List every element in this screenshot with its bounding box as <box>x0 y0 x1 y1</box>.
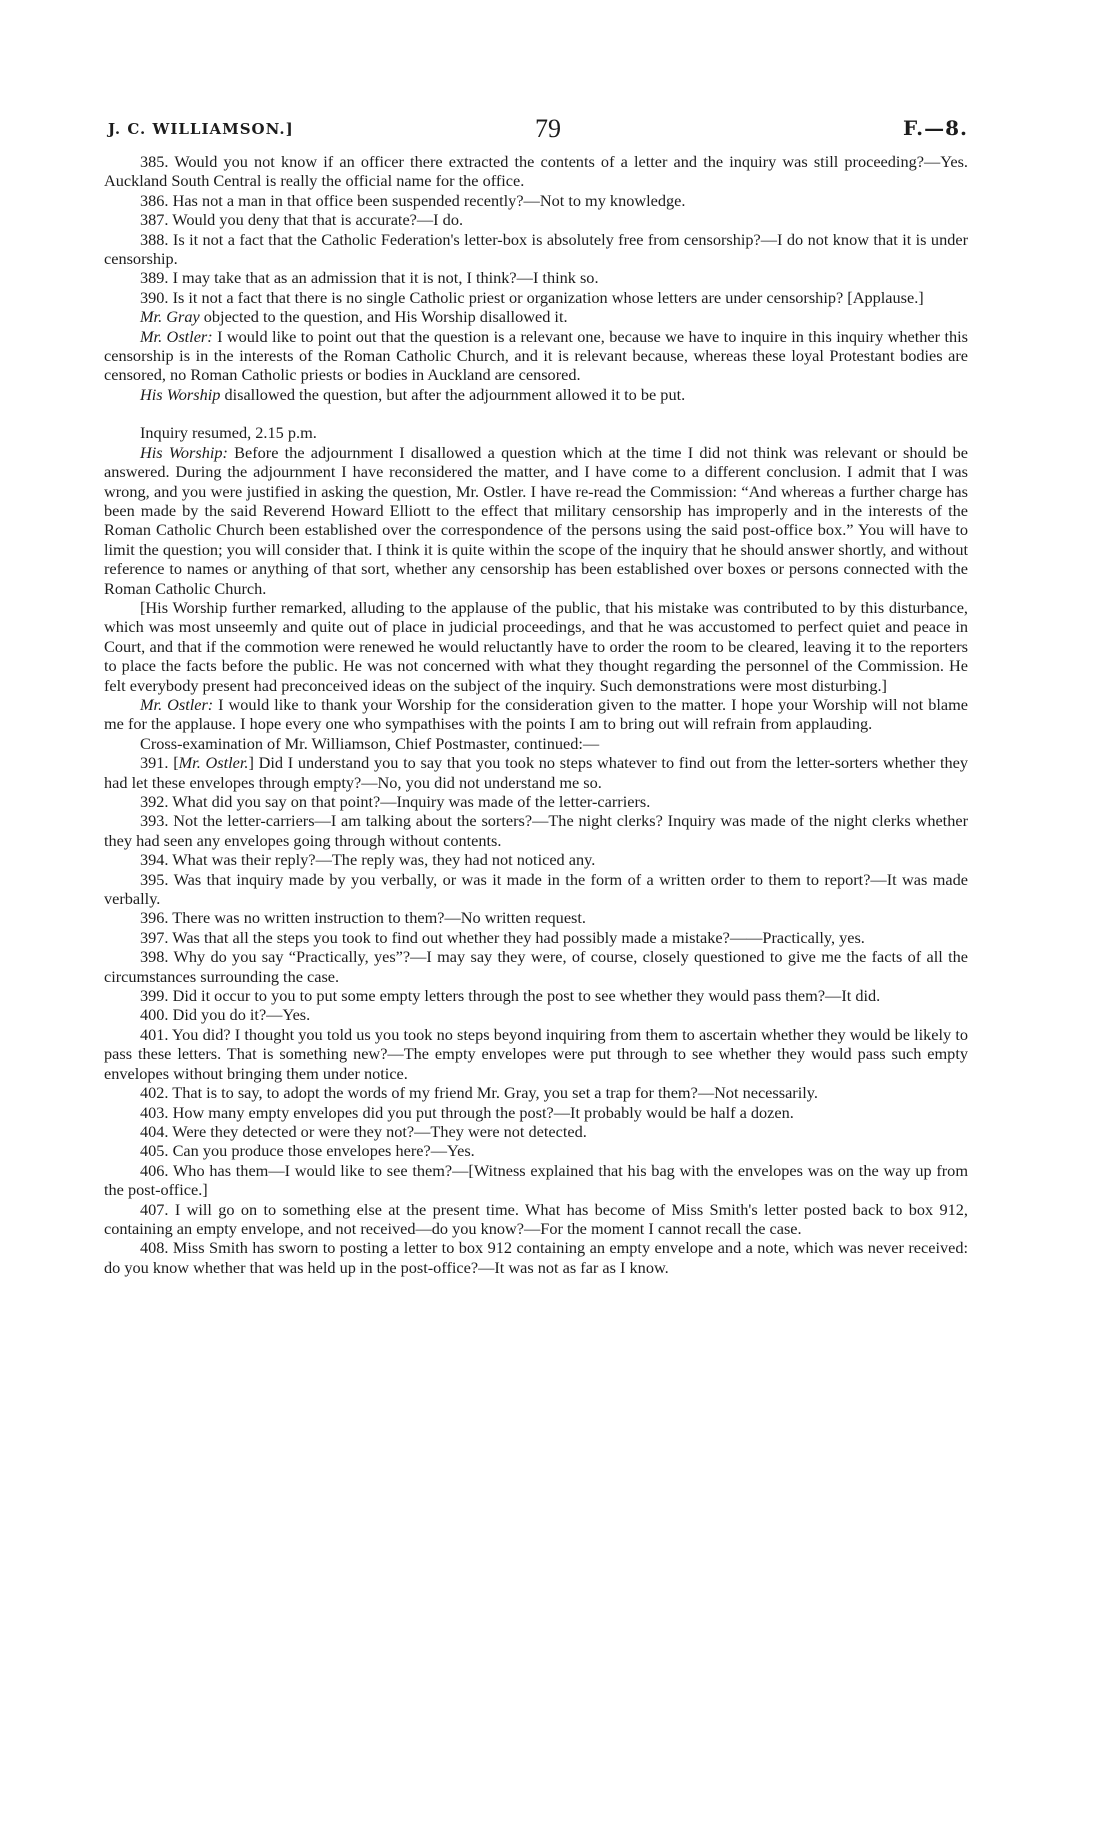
paragraph-text: 406. Who has them—I would like to see them?—[Witness explained that his bag with the envelopes was on the way up from the post-office.] <box>104 1160 968 1200</box>
transcript-paragraph <box>104 1122 968 1141</box>
paragraph-text: 405. Can you produce those envelopes here?—Yes. <box>140 1141 475 1161</box>
transcript-paragraph <box>104 152 968 191</box>
paragraph-text: disallowed the question, but after the adjournment allowed it to be put. <box>220 384 686 404</box>
paragraph-text: 392. What did you say on that point?—Inquiry was made of the letter-carriers. <box>140 792 651 811</box>
paragraph-prefix: 391. [ <box>140 753 179 773</box>
speaker-name: Mr. Ostler. <box>178 753 249 773</box>
transcript-paragraph <box>104 307 968 326</box>
paragraph-text: 396. There was no written instruction to them?—No written request. <box>140 908 586 928</box>
transcript-paragraph <box>104 268 968 287</box>
paragraph-text: 393. Not the letter-carriers—I am talking about the sorters?—The night clerks? Inquiry was made of the night clerks whether they had seen any envelopes going through without contents. <box>104 811 968 850</box>
transcript-paragraph <box>104 1141 968 1160</box>
page-header <box>108 114 968 144</box>
speaker-name: Mr. Gray <box>140 307 200 327</box>
transcript-paragraph <box>104 1083 968 1102</box>
paragraph-text: 407. I will go on to something else at the present time. What has become of Miss Smith's letter posted back to box 912, containing an empty envelope, and not received—do you know?—For the moment I cannot recall the case. <box>104 1199 968 1238</box>
paragraph-text: 387. Would you deny that that is accurate?—I do. <box>140 210 464 230</box>
transcript-paragraph <box>104 191 968 210</box>
transcript-paragraph <box>104 695 968 734</box>
transcript-paragraph <box>104 753 968 792</box>
transcript-paragraph <box>104 385 968 404</box>
paragraph-text: ] Did I understand you to say that you took no steps whatever to find out from the letter-sorters whether they had let these envelopes through empty?—No, you did not understand me so. <box>104 753 969 792</box>
document-reference: F.—8. <box>902 116 968 140</box>
speaker-name: Mr. Ostler: <box>140 326 213 346</box>
paragraph-text: 395. Was that inquiry made by you verbally, or was it made in the form of a written order to them to report?—It was made verbally. <box>104 869 968 909</box>
paragraph-text: I would like to point out that the question is a relevant one, because we have to inquire in this inquiry whether this censorship is in the interests of the Roman Catholic Church, and it is relevant because, whereas these loyal Protestant bodies are censored, no Roman Catholic priests or bodies in Auckland are censored. <box>104 326 968 385</box>
transcript-body <box>104 152 968 1277</box>
paragraph-text: 388. Is it not a fact that the Catholic Federation's letter-box is absolutely free from censorship?—I do not know that it is under censorship. <box>104 229 968 269</box>
paragraph-text: Cross-examination of Mr. Williamson, Chief Postmaster, continued:— <box>140 733 600 753</box>
paragraph-text: 397. Was that all the steps you took to find out whether they had possibly made a mistake?——Practically, yes. <box>140 927 865 947</box>
transcript-paragraph <box>104 986 968 1005</box>
transcript-paragraph <box>104 734 968 753</box>
paragraph-text: I would like to thank your Worship for the consideration given to the matter. I hope your Worship will not blame me for the applause. I hope every one who sympathises with the points I am to bring out will refrain from applauding. <box>104 694 968 734</box>
speaker-name: Mr. Ostler: <box>140 694 214 714</box>
transcript-paragraph <box>104 850 968 869</box>
paragraph-text: 403. How many empty envelopes did you put through the post?—It probably would be half a dozen. <box>140 1102 794 1122</box>
transcript-paragraph <box>104 1025 968 1083</box>
transcript-paragraph <box>104 947 968 986</box>
paragraph-text: Inquiry resumed, 2.15 p.m. <box>140 423 317 443</box>
speaker-name: His Worship <box>140 384 221 404</box>
transcript-paragraph <box>104 1238 968 1277</box>
transcript-paragraph <box>104 443 968 598</box>
transcript-paragraph <box>104 792 968 811</box>
transcript-paragraph <box>104 327 968 385</box>
transcript-paragraph <box>104 1005 968 1024</box>
paragraph-text: 404. Were they detected or were they not?—They were not detected. <box>140 1121 587 1141</box>
transcript-paragraph <box>104 870 968 909</box>
transcript-paragraph <box>104 210 968 229</box>
transcript-paragraph <box>104 1200 968 1239</box>
transcript-paragraph <box>104 908 968 927</box>
paragraph-text: 398. Why do you say “Practically, yes”?—I may say they were, of course, closely questioned to give me the facts of all the circumstances surrounding the case. <box>104 947 968 986</box>
paragraph-text: objected to the question, and His Worship disallowed it. <box>199 307 568 327</box>
transcript-paragraph <box>104 598 968 695</box>
paragraph-text: 401. You did? I thought you told us you took no steps beyond inquiring from them to ascertain whether they would be likely to pass these letters. That is something new?—The empty envelopes were put through to see whether they would pass such empty envelopes without bringing them under notice. <box>104 1024 968 1083</box>
transcript-paragraph <box>104 1161 968 1200</box>
paragraph-text: 400. Did you do it?—Yes. <box>140 1005 311 1025</box>
transcript-paragraph <box>104 423 968 442</box>
paragraph-text: 385. Would you not know if an officer there extracted the contents of a letter and the inquiry was still proceeding?—Yes. Auckland South Central is really the official name for the office. <box>104 152 968 191</box>
paragraph-text: 389. I may take that as an admission that it is not, I think?—I think so. <box>140 268 599 288</box>
transcript-paragraph <box>104 288 968 307</box>
paragraph-text: 399. Did it occur to you to put some empty letters through the post to see whether they would pass them?—It did. <box>140 986 881 1006</box>
page-number: 79 <box>535 114 561 143</box>
paragraph-text: [His Worship further remarked, alluding to the applause of the public, that his mistake was contributed to by this disturbance, which was most unseemly and quite out of place in judicial proceedings, and that he was accustomed to perfect quiet and peace in Court, and that if the commotion were renewed he would reluctantly have to order the room to be cleared, leaving it to the reporters to place the facts before the public. He was not concerned with what they thought regarding the personnel of the Commission. He felt everybody present had preconceived ideas on the subject of the inquiry. Such demonstrations were most disturbing.] <box>104 597 968 695</box>
paragraph-text: 408. Miss Smith has sworn to posting a letter to box 912 containing an empty envelope and a note, which was never received: do you know whether that was held up in the post-office?—It was not as far as I know. <box>104 1238 968 1277</box>
running-head-witness: J. C. WILLIAMSON.] <box>108 120 294 138</box>
speaker-name: His Worship: <box>140 442 228 462</box>
paragraph-text: 386. Has not a man in that office been suspended recently?—Not to my knowledge. <box>140 190 686 210</box>
paragraph-text: 402. That is to say, to adopt the words of my friend Mr. Gray, you set a trap for them?—Not necessarily. <box>140 1083 818 1103</box>
transcript-paragraph <box>104 811 968 850</box>
paragraph-text: 394. What was their reply?—The reply was, they had not noticed any. <box>140 850 596 870</box>
transcript-paragraph <box>104 1103 968 1122</box>
transcript-paragraph <box>104 230 968 269</box>
paragraph-text: Before the adjournment I disallowed a question which at the time I did not think was relevant or should be answered. During the adjournment I have reconsidered the matter, and I have come to a different conclusion. I admit that I was wrong, and you were justified in asking the question, Mr. Ostler. I have re-read the Commission: “And whereas a further charge has been made by the said Reverend Howard Elliott to the effect that military censorship has improperly and in the interests of the Roman Catholic Church been established over the correspondence of the persons using the said post-office box.” You will have to limit the question; you will consider that. I think it is quite within the scope of the inquiry that he should answer shortly, and without reference to names or anything of that sort, whether any censorship has been established over boxes or persons connected with the Roman Catholic Church. <box>104 442 968 598</box>
transcript-paragraph <box>104 928 968 947</box>
paragraph-text: 390. Is it not a fact that there is no single Catholic priest or organization whose letters are under censorship? [Applause.] <box>140 287 924 307</box>
